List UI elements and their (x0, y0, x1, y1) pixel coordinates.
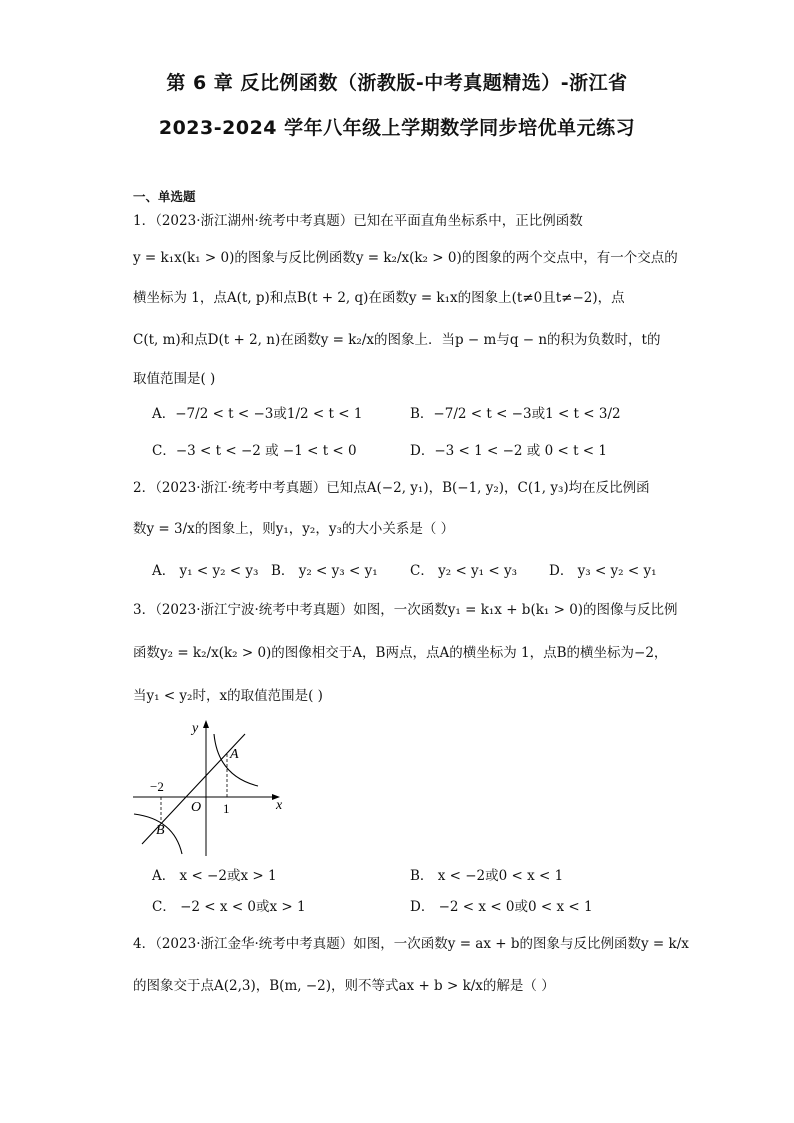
q3-line3: 当y₁ < y₂时，x的取值范围是( ) (133, 688, 323, 704)
q2-option-c[interactable]: C． y₂ < y₁ < y₃ (410, 563, 518, 579)
q1-option-b[interactable]: B．−7/2 < t < −3或1 < t < 3/2 (410, 406, 621, 422)
point-b-label: B (156, 823, 165, 838)
q3-function-graph (130, 716, 290, 865)
document-title-line2: 2023-2024 学年八年级上学期数学同步培优单元练习 (158, 117, 636, 139)
q1-line4: C(t, m)和点D(t + 2, n)在函数y = k₂/x的图象上．当p − m与q − n的积为负数时，t的 (133, 332, 661, 348)
q2-option-d[interactable]: D． y₃ < y₂ < y₁ (549, 563, 657, 579)
point-a-label: A (230, 747, 239, 762)
tick-label-one: 1 (223, 801, 230, 816)
q1-option-a[interactable]: A．−7/2 < t < −3或1/2 < t < 1 (152, 406, 363, 422)
q3-line1: 3．（2023·浙江宁波·统考中考真题）如图，一次函数y₁ = k₁x + b(k₁ > 0)的图像与反比例 (133, 602, 678, 618)
q1-line3: 横坐标为 1，点A(t, p)和点B(t + 2, q)在函数y = k₁x的图象上(t≠0且t≠−2)，点 (133, 290, 625, 306)
q4-line2: 的图象交于点A(2,3)，B(m, −2)，则不等式ax + b > k/x的解是（ ） (133, 978, 555, 994)
q3-option-b[interactable]: B． x < −2或0 < x < 1 (410, 868, 564, 884)
q2-line2: 数y = 3/x的图象上，则y₁，y₂，y₃的大小关系是（ ） (133, 521, 455, 537)
origin-label: O (191, 800, 202, 815)
q2-line1: 2．（2023·浙江·统考中考真题）已知点A(−2, y₁)，B(−1, y₂)，C(1, y₃)均在反比例函 (133, 480, 650, 496)
q3-option-c[interactable]: C． −2 < x < 0或x > 1 (152, 899, 306, 915)
q3-line2: 函数y₂ = k₂/x(k₂ > 0)的图像相交于A，B两点，点A的横坐标为 1，点B的横坐标为−2， (133, 645, 668, 661)
document-title-line1: 第 6 章 反比例函数（浙教版-中考真题精选）-浙江省 (166, 72, 628, 94)
q3-option-d[interactable]: D． −2 < x < 0或0 < x < 1 (410, 899, 593, 915)
q1-line1: 1．（2023·浙江湖州·统考中考真题）已知在平面直角坐标系中，正比例函数 (133, 213, 583, 229)
q1-option-d[interactable]: D．−3 < 1 < −2 或 0 < t < 1 (410, 443, 607, 459)
tick-label-neg2: −2 (150, 779, 164, 794)
section-heading: 一、单选题 (133, 189, 196, 204)
q2-option-b[interactable]: B． y₂ < y₃ < y₁ (271, 563, 378, 579)
q4-line1: 4．（2023·浙江金华·统考中考真题）如图，一次函数y = ax + b的图象与反比例函数y = k/x (133, 936, 689, 952)
q3-option-a[interactable]: A． x < −2或x > 1 (152, 868, 277, 884)
y-axis-arrow-icon (203, 720, 209, 728)
q1-line5: 取值范围是( ) (133, 371, 216, 387)
y-axis-label: y (192, 721, 199, 736)
q3-graph-svg (130, 716, 290, 861)
q1-line2: y = k₁x(k₁ > 0)的图象与反比例函数y = k₂/x(k₂ > 0)的图象的两个交点中，有一个交点的 (133, 250, 678, 266)
q2-option-a[interactable]: A． y₁ < y₂ < y₃ (152, 563, 259, 579)
q1-option-c[interactable]: C．−3 < t < −2 或 −1 < t < 0 (152, 443, 357, 459)
x-axis-label: x (276, 798, 283, 813)
